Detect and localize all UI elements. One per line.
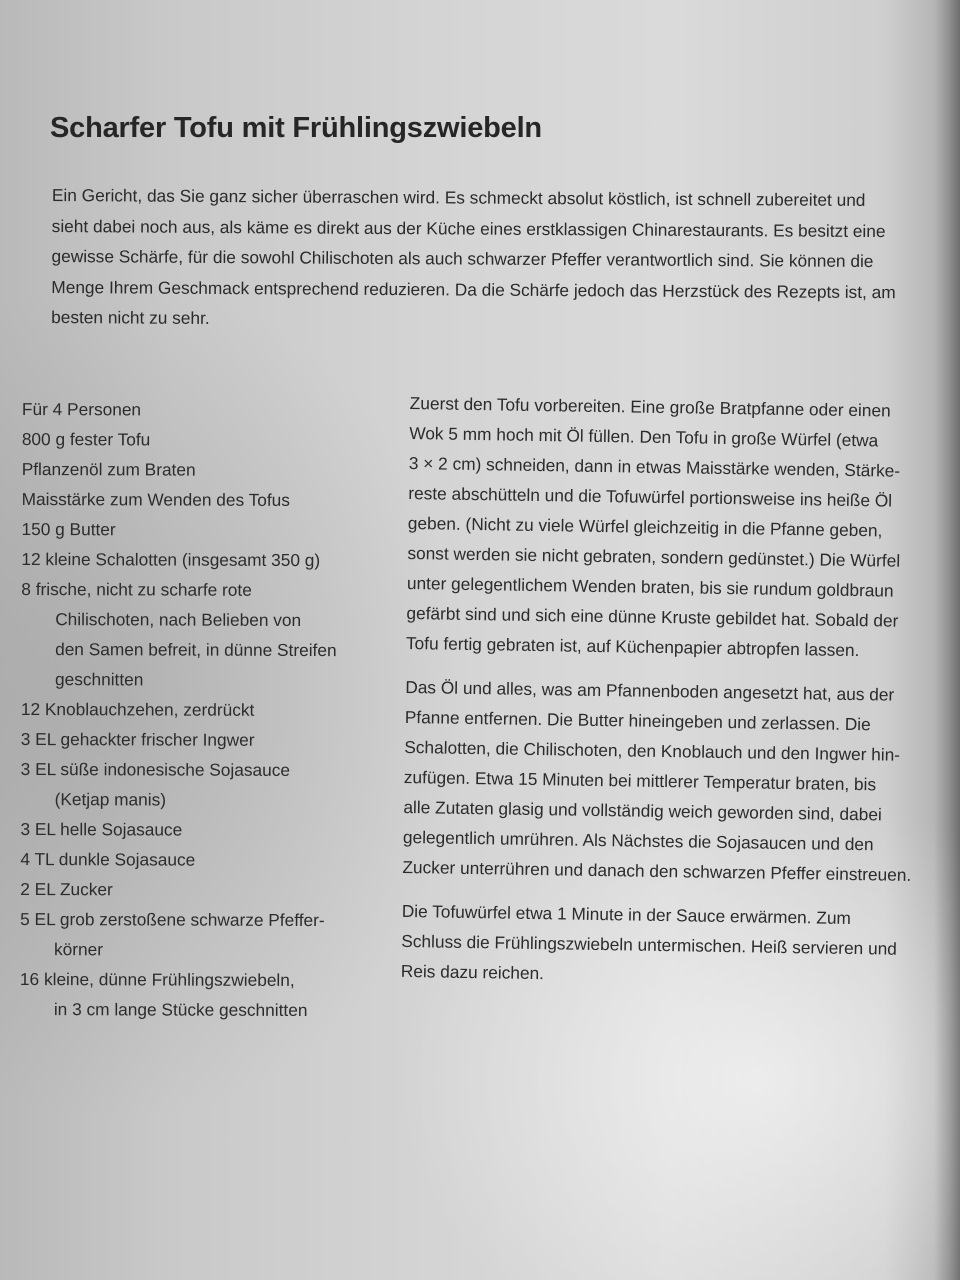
recipe-title: Scharfer Tofu mit Frühlingszwiebeln xyxy=(50,112,542,144)
method-paragraph xyxy=(402,672,945,890)
method-paragraph xyxy=(401,896,942,994)
ingredient-item: 150 g Butter xyxy=(21,518,116,540)
ingredient-item: 12 kleine Schalotten (insgesamt 350 g) xyxy=(21,548,321,571)
method-line: Wok 5 mm hoch mit Öl füllen. Den Tofu in große Würfel (etwa xyxy=(409,422,879,451)
method-line: unter gelegentlichem Wenden braten, bis sie rundum goldbraun xyxy=(406,572,894,601)
method-line: Schalotten, die Chilischoten, den Knoblauch und den Ingwer hin- xyxy=(404,736,901,765)
ingredient-list xyxy=(20,394,392,1025)
ingredient-item: 8 frische, nicht zu scharfe rote xyxy=(21,578,252,600)
ingredient-item: 3 EL helle Sojasauce xyxy=(20,818,183,840)
method-line: reste abschütteln und die Tofuwürfel portionsweise ins heiße Öl xyxy=(408,482,893,511)
intro-line: besten nicht zu sehr. xyxy=(51,306,210,328)
ingredient-item-continuation: (Ketjap manis) xyxy=(54,789,167,810)
ingredient-item-continuation: in 3 cm lange Stücke geschnitten xyxy=(53,999,308,1021)
method-line: Pfanne entfernen. Die Butter hineingeben und zerlassen. Die xyxy=(404,706,871,735)
ingredient-item: 800 g fester Tofu xyxy=(21,428,151,450)
intro-line: Menge Ihrem Geschmack entsprechend reduzieren. Da die Schärfe jedoch das Herzstück des Rezepts ist, am xyxy=(51,276,896,302)
intro-line: gewisse Schärfe, für die sowohl Chilischoten als auch schwarzer Pfeffer verantwortlich sind. Sie können die xyxy=(51,245,874,272)
method-line: alle Zutaten glasig und vollständig weich geworden sind, dabei xyxy=(403,796,882,825)
method-line: gefärbt sind und sich eine dünne Kruste gebildet hat. Sobald der xyxy=(406,602,899,631)
intro-line: Ein Gericht, das Sie ganz sicher überraschen wird. Es schmeckt absolut köstlich, ist schnell zubereitet und xyxy=(51,184,866,210)
ingredient-item: 3 EL gehackter frischer Ingwer xyxy=(20,728,255,750)
method-text xyxy=(400,388,950,1008)
intro-line: sieht dabei noch aus, als käme es direkt aus der Küche eines erstklassigen Chinarestaurants. Es besitzt eine xyxy=(51,215,886,241)
method-line: zufügen. Etwa 15 Minuten bei mittlerer Temperatur braten, bis xyxy=(403,766,877,795)
method-line: Die Tofuwürfel etwa 1 Minute in der Sauce erwärmen. Zum xyxy=(401,900,852,928)
method-line: Tofu fertig gebraten ist, auf Küchenpapier abtropfen lassen. xyxy=(405,632,860,661)
ingredient-item: 4 TL dunkle Sojasauce xyxy=(20,848,196,870)
ingredient-item-continuation: Chilischoten, nach Belieben von xyxy=(55,609,302,630)
ingredient-item: Für 4 Personen xyxy=(21,398,142,420)
ingredient-item: 12 Knoblauchzehen, zerdrückt xyxy=(20,698,255,720)
method-line: 3 × 2 cm) schneiden, dann in etwas Maisstärke wenden, Stärke- xyxy=(408,452,901,481)
method-line: gelegentlich umrühren. Als Nächstes die Sojasaucen und den xyxy=(402,826,874,855)
method-line: geben. (Nicht zu viele Würfel gleichzeitig in die Pfanne geben, xyxy=(407,512,883,541)
method-paragraph xyxy=(406,388,950,666)
method-line: Zuerst den Tofu vorbereiten. Eine große Bratpfanne oder einen xyxy=(409,392,891,421)
method-line: Reis dazu reichen. xyxy=(400,960,545,984)
ingredient-item: 5 EL grob zerstoßene schwarze Pfeffer- xyxy=(20,908,325,931)
ingredient-item: Maisstärke zum Wenden des Tofus xyxy=(21,488,290,510)
recipe-intro xyxy=(51,180,942,338)
ingredient-item: 16 kleine, dünne Frühlingszwiebeln, xyxy=(19,968,295,990)
ingredient-item: 2 EL Zucker xyxy=(20,878,113,900)
method-line: Schluss die Frühlingszwiebeln untermischen. Heiß servieren und xyxy=(401,930,898,959)
method-line: Zucker unterrühren und danach den schwarzen Pfeffer einstreuen. xyxy=(402,856,912,885)
ingredient-item-continuation: körner xyxy=(54,939,104,960)
ingredient-item: Pflanzenöl zum Braten xyxy=(21,458,196,480)
method-line: sonst werden sie nicht gebraten, sondern gedünstet.) Die Würfel xyxy=(407,542,901,571)
ingredient-item-continuation: den Samen befreit, in dünne Streifen xyxy=(55,639,337,661)
method-line: Das Öl und alles, was am Pfannenboden angesetzt hat, aus der xyxy=(405,676,895,705)
ingredient-item-continuation: geschnitten xyxy=(54,669,144,690)
ingredient-item: 3 EL süße indonesische Sojasauce xyxy=(20,758,291,780)
